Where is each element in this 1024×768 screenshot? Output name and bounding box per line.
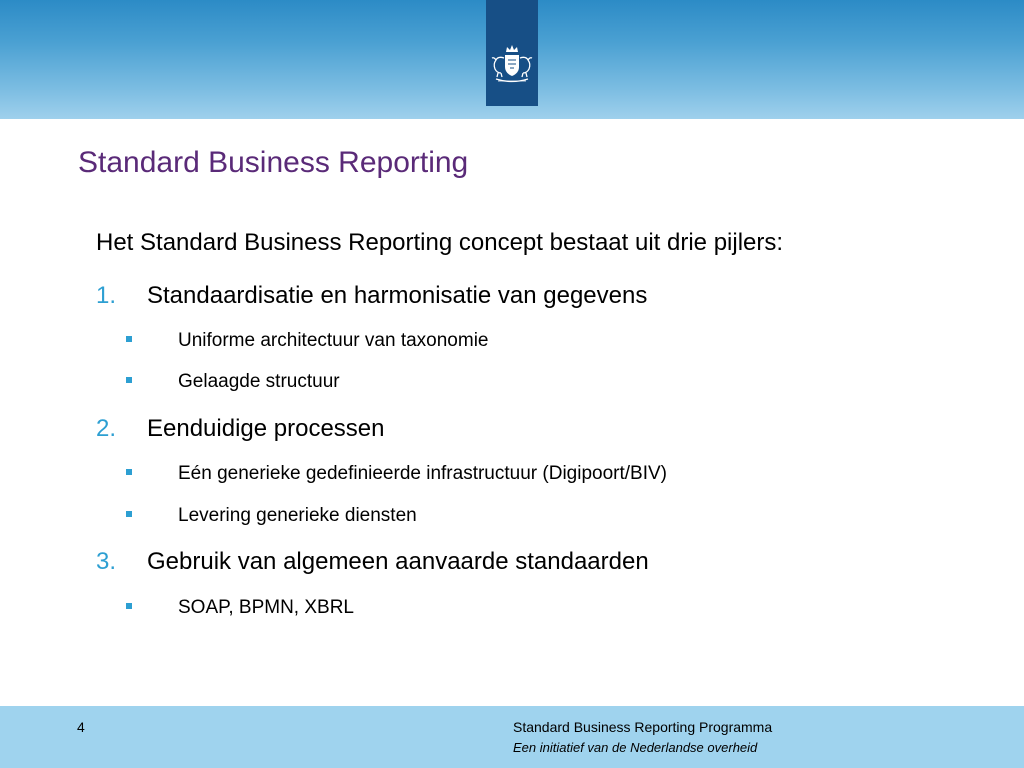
bullet-item xyxy=(126,371,340,393)
bullet-text: SOAP, BPMN, XBRL xyxy=(178,597,354,618)
footer-program: Standard Business Reporting Programma xyxy=(513,719,773,735)
bullet-item xyxy=(126,330,488,352)
bullet-text: Eén generieke gedefinieerde infrastructuur (Digipoort/BIV) xyxy=(178,463,667,484)
square-bullet-icon xyxy=(126,603,132,609)
bullet-text: Uniforme architectuur van taxonomie xyxy=(178,330,489,351)
bullet-text: Levering generieke diensten xyxy=(178,505,417,526)
pillar-item-1 xyxy=(96,282,647,310)
pillar-item-3 xyxy=(96,548,649,576)
coat-of-arms-icon xyxy=(486,0,538,106)
government-logo xyxy=(486,0,538,106)
slide-title: Standard Business Reporting xyxy=(78,146,469,179)
pillar-text: Gebruik van algemeen aanvaarde standaarden xyxy=(147,548,649,575)
square-bullet-icon xyxy=(126,511,132,517)
bullet-text: Gelaagde structuur xyxy=(178,371,340,392)
footer-band xyxy=(0,706,1024,768)
square-bullet-icon xyxy=(126,469,132,475)
pillar-item-2 xyxy=(96,415,385,443)
pillar-number: 2. xyxy=(96,415,117,442)
pillar-number: 1. xyxy=(96,282,117,309)
intro-text: Het Standard Business Reporting concept bestaat uit drie pijlers: xyxy=(96,229,784,256)
square-bullet-icon xyxy=(126,377,132,383)
square-bullet-icon xyxy=(126,336,132,342)
footer-tagline: Een initiatief van de Nederlandse overheid xyxy=(513,740,758,755)
pillar-text: Eenduidige processen xyxy=(147,415,385,442)
bullet-item xyxy=(126,463,667,485)
bullet-item xyxy=(126,597,354,619)
pillar-text: Standaardisatie en harmonisatie van gegevens xyxy=(147,282,648,309)
pillar-number: 3. xyxy=(96,548,117,575)
page-number: 4 xyxy=(77,719,85,735)
bullet-item xyxy=(126,505,417,527)
